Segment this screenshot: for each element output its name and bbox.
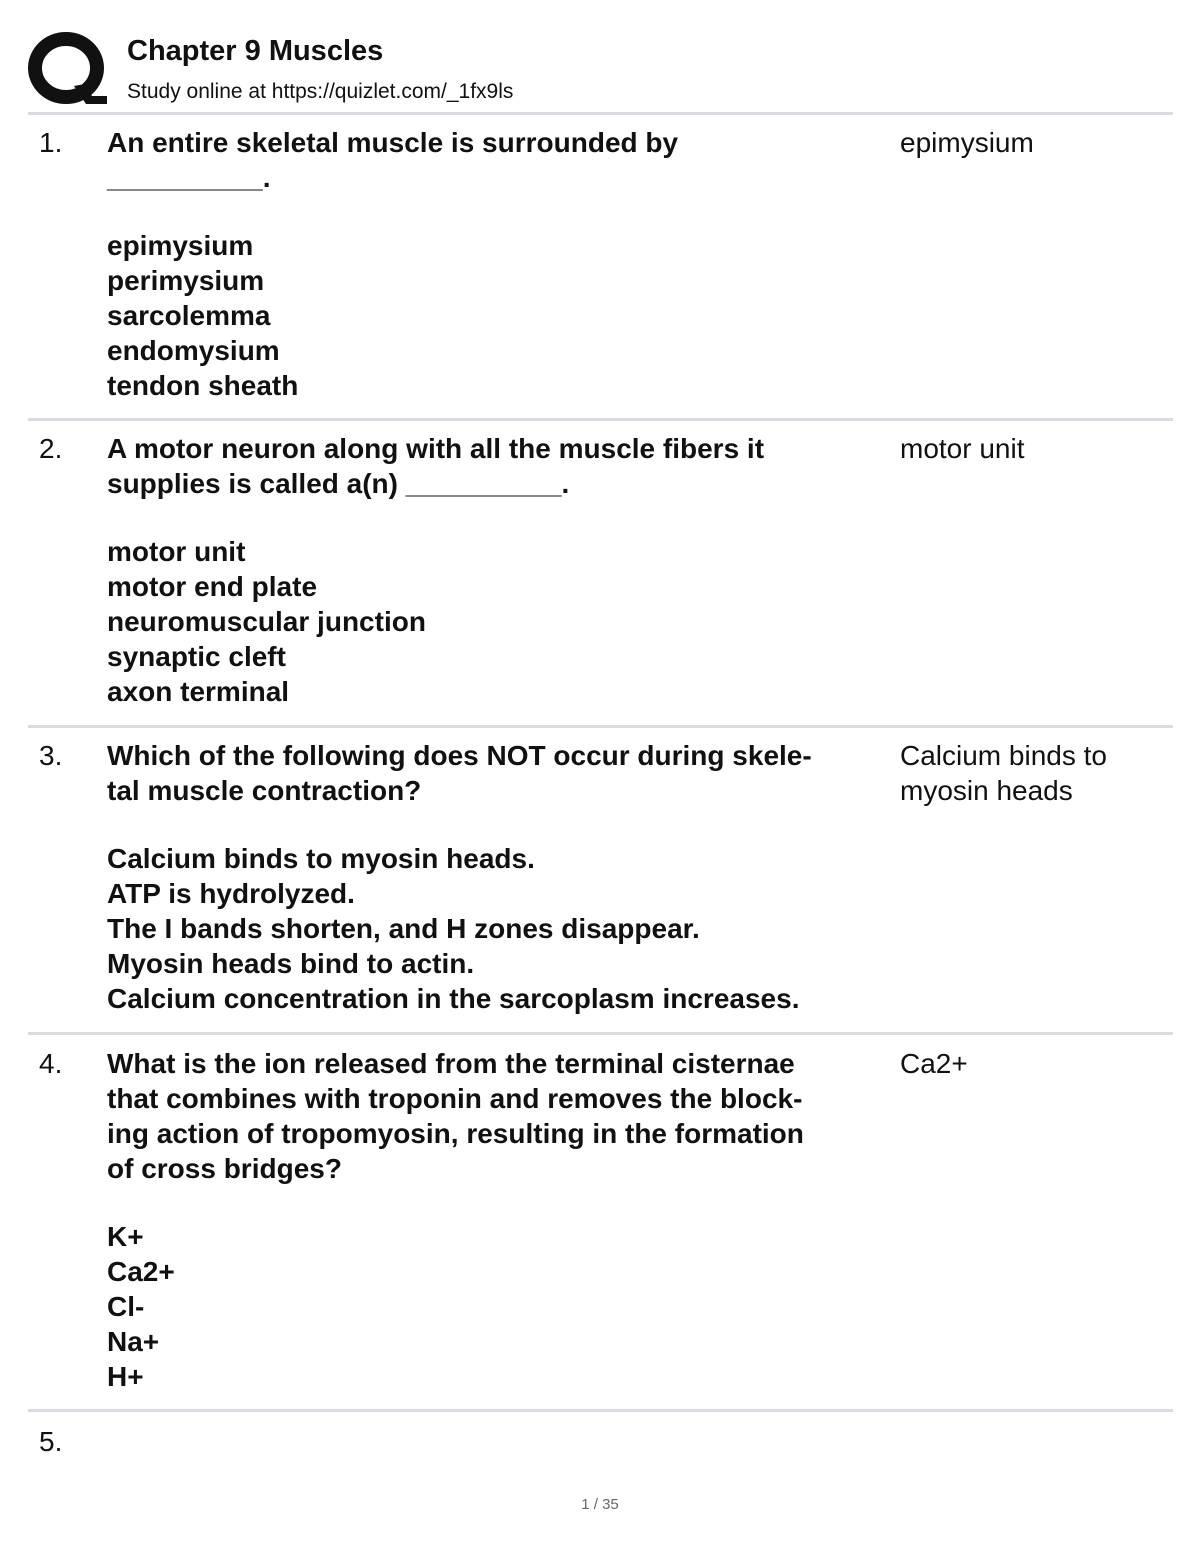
- divider: [28, 418, 1173, 421]
- answer-option: K+: [107, 1221, 144, 1252]
- answer-option: Myosin heads bind to actin.: [107, 948, 475, 979]
- divider: [28, 1409, 1173, 1412]
- page-title: Chapter 9 Muscles: [127, 35, 384, 67]
- answer-line: myosin heads: [900, 775, 1073, 806]
- card-answer: [900, 738, 1180, 808]
- divider: [28, 725, 1173, 728]
- answer-line: epimysium: [900, 127, 1034, 158]
- question-line: Which of the following does NOT occur during skele-: [107, 740, 812, 771]
- question-line: of cross bridges?: [107, 1153, 342, 1184]
- question-line: What is the ion released from the terminal cisternae: [107, 1048, 795, 1079]
- card-number: 4.: [39, 1048, 63, 1079]
- answer-option: axon terminal: [107, 676, 290, 707]
- question-line: supplies is called a(n) __________.: [107, 468, 570, 499]
- answer-option: Calcium concentration in the sarcoplasm increases.: [107, 983, 800, 1014]
- card-number: 5.: [39, 1426, 63, 1457]
- answer-option: motor end plate: [107, 571, 318, 602]
- answer-option: The I bands shorten, and H zones disappear.: [107, 913, 700, 944]
- card-question: [107, 431, 897, 709]
- answer-options: [107, 228, 897, 403]
- answer-option: Ca2+: [107, 1256, 175, 1287]
- answer-option: Calcium binds to myosin heads.: [107, 843, 535, 874]
- question-line: tal muscle contraction?: [107, 775, 422, 806]
- quizlet-q-logo-icon: [28, 30, 108, 108]
- answer-option: synaptic cleft: [107, 641, 286, 672]
- answer-option: neuromuscular junction: [107, 606, 426, 637]
- answer-line: motor unit: [900, 433, 1025, 464]
- divider: [28, 1032, 1173, 1035]
- answer-line: Calcium binds to: [900, 740, 1107, 771]
- question-line: that combines with troponin and removes the block-: [107, 1083, 803, 1114]
- study-online-link[interactable]: Study online at https://quizlet.com/_1fx9ls: [127, 80, 514, 103]
- card-number: 3.: [39, 740, 63, 771]
- question-line: __________.: [107, 162, 271, 193]
- answer-option: Cl-: [107, 1291, 145, 1322]
- card-answer: [900, 1046, 1180, 1081]
- answer-option: perimysium: [107, 265, 265, 296]
- divider: [28, 112, 1173, 115]
- card-question: [107, 738, 897, 1016]
- page-indicator: 1 / 35: [581, 1496, 619, 1513]
- answer-option: ATP is hydrolyzed.: [107, 878, 355, 909]
- card-number: 2.: [39, 433, 63, 464]
- answer-line: Ca2+: [900, 1048, 968, 1079]
- answer-options: [107, 1219, 897, 1394]
- card-number: 1.: [39, 127, 63, 158]
- answer-option: H+: [107, 1361, 144, 1392]
- question-line: ing action of tropomyosin, resulting in the formation: [107, 1118, 804, 1149]
- question-line: An entire skeletal muscle is surrounded by: [107, 127, 679, 158]
- answer-option: sarcolemma: [107, 300, 271, 331]
- card-answer: [900, 431, 1180, 466]
- answer-options: [107, 534, 897, 709]
- card-answer: [900, 125, 1180, 160]
- question-line: A motor neuron along with all the muscle fibers it: [107, 433, 765, 464]
- answer-option: endomysium: [107, 335, 280, 366]
- card-question: [107, 1046, 897, 1394]
- answer-option: motor unit: [107, 536, 246, 567]
- answer-options: [107, 841, 897, 1016]
- answer-option: tendon sheath: [107, 370, 299, 401]
- answer-option: epimysium: [107, 230, 254, 261]
- card-question: [107, 125, 897, 403]
- answer-option: Na+: [107, 1326, 160, 1357]
